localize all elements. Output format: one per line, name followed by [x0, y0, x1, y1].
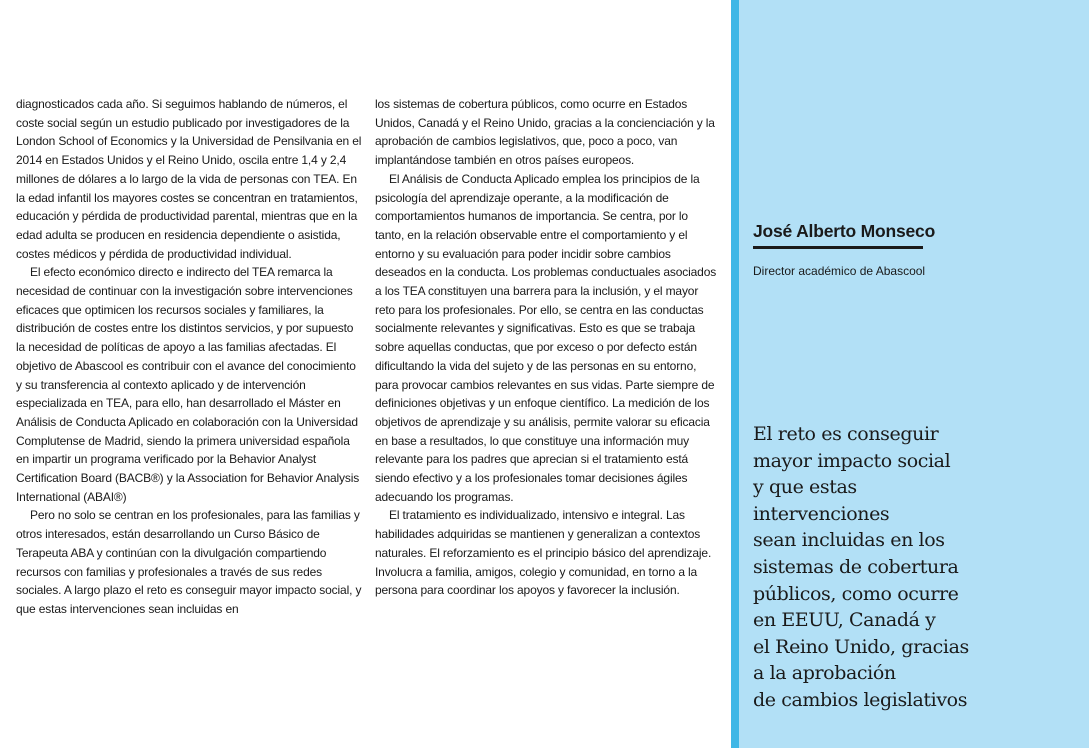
pull-quote-line: y que estas: [753, 476, 857, 499]
paragraph: El tratamiento es individualizado, intensivo e integral. Las habilidades adquiridas se mantienen y generalizan a contextos naturales. El reforzamiento es el principio básico del aprendizaje. Involucra a familia, amigos, colegio y comunidad, en torno a la persona para coordinar los apoyos y favorecer la inclusión.: [375, 508, 712, 598]
sidebar: [731, 0, 1089, 748]
author-role: Director académico de Abascool: [753, 264, 926, 278]
pull-quote-line: sean incluidas en los: [753, 529, 945, 552]
paragraph: los sistemas de cobertura públicos, como ocurre en Estados Unidos, Canadá y el Reino Unido, gracias a la concienciación y la aprobación de cambios legislativos, que, poco a poco, van implantándose también en otros países europeos.: [375, 97, 715, 168]
author-divider: [753, 246, 923, 249]
pull-quote-line: sistemas de cobertura: [753, 555, 959, 578]
pull-quote-line: públicos, como ocurre: [753, 582, 959, 605]
pull-quote-line: mayor impacto social: [753, 449, 951, 472]
pull-quote-line: el Reino Unido, gracias: [753, 635, 969, 658]
author-name: José Alberto Monseco: [753, 221, 936, 241]
pull-quote-line: en EEUU, Canadá y: [753, 609, 936, 632]
sidebar-stripe: [731, 0, 739, 748]
article-column-right: [375, 95, 717, 600]
article-column-left: [16, 95, 362, 619]
paragraph: El Análisis de Conducta Aplicado emplea los principios de la psicología del aprendizaje operante, a la modificación de comportamientos humanos de importancia. Se centra, por lo tanto, en la relación observable entre el comportamiento y el entorno y su evaluación para poder incidir sobre cambios deseados en la conducta. Los problemas conductuales asociados a los TEA constituyen una barrera para la inclusión, y el mayor reto para los profesionales. Por ello, se centra en las conductas socialmente relevantes y significativas. Esto es que se trabaja sobre aquellas conductas, que por exceso o por defecto están dificultando la vida del sujeto y de las personas en su entorno, para provocar cambios relevantes en sus vidas. Parte siempre de definiciones objetivas y un enfoque científico. La medición de los objetivos de aprendizaje y su análisis, permite valorar su eficacia en base a resultados, lo que constituye una información muy relevante para los padres que aprecian si el tratamiento está siendo efectivo y a los profesionales tomar decisiones ágiles adecuando los programas.: [375, 171, 717, 504]
paragraph: Pero no solo se centran en los profesionales, para las familias y otros interesados, están desarrollando un Curso Básico de Terapeuta ABA y continúan con la divulgación compartiendo recursos con familias y profesionales a través de sus redes sociales. A largo plazo el reto es conseguir mayor impacto social, y que estas intervenciones sean incluidas en: [16, 508, 362, 616]
pull-quote-line: intervenciones: [753, 502, 890, 525]
paragraph: diagnosticados cada año. Si seguimos hablando de números, el coste social según un estudio publicado por investigadores de la London School of Economics y la Universidad de Pensilvania en el 2014 en Estados Unidos y el Reino Unido, oscila entre 1,4 y 2,4 millones de dólares a lo largo de la vida de personas con TEA. En la edad infantil los mayores costes se concentran en tratamientos, educación y pérdida de productividad parental, mientras que en la edad adulta se producen en residencia dependiente o asistida, costes médicos y pérdida de productividad individual.: [16, 97, 362, 261]
pull-quote-line: a la aprobación: [753, 662, 896, 685]
pull-quote-line: El reto es conseguir: [753, 423, 939, 445]
pull-quote-line: de cambios legislativos: [753, 688, 968, 711]
paragraph: El efecto económico directo e indirecto del TEA remarca la necesidad de continuar con la investigación sobre intervenciones eficaces que optimicen los recursos sociales y familiares, la distribución de costes entre los distintos servicios, y por supuesto la necesidad de políticas de apoyo a las familias afectadas. El objetivo de Abascool es contribuir con el avance del conocimiento y su transferencia al contexto aplicado y de intervención especializada en TEA, para ello, han desarrollado el Máster en Análisis de Conducta Aplicado en colaboración con la Universidad Complutense de Madrid, siendo la primera universidad española en impartir un programa verificado por la Behavior Analyst Certification Board (BACB®) y la Association for Behavior Analysis International (ABAI®): [16, 265, 360, 504]
pull-quote: [753, 421, 1083, 714]
